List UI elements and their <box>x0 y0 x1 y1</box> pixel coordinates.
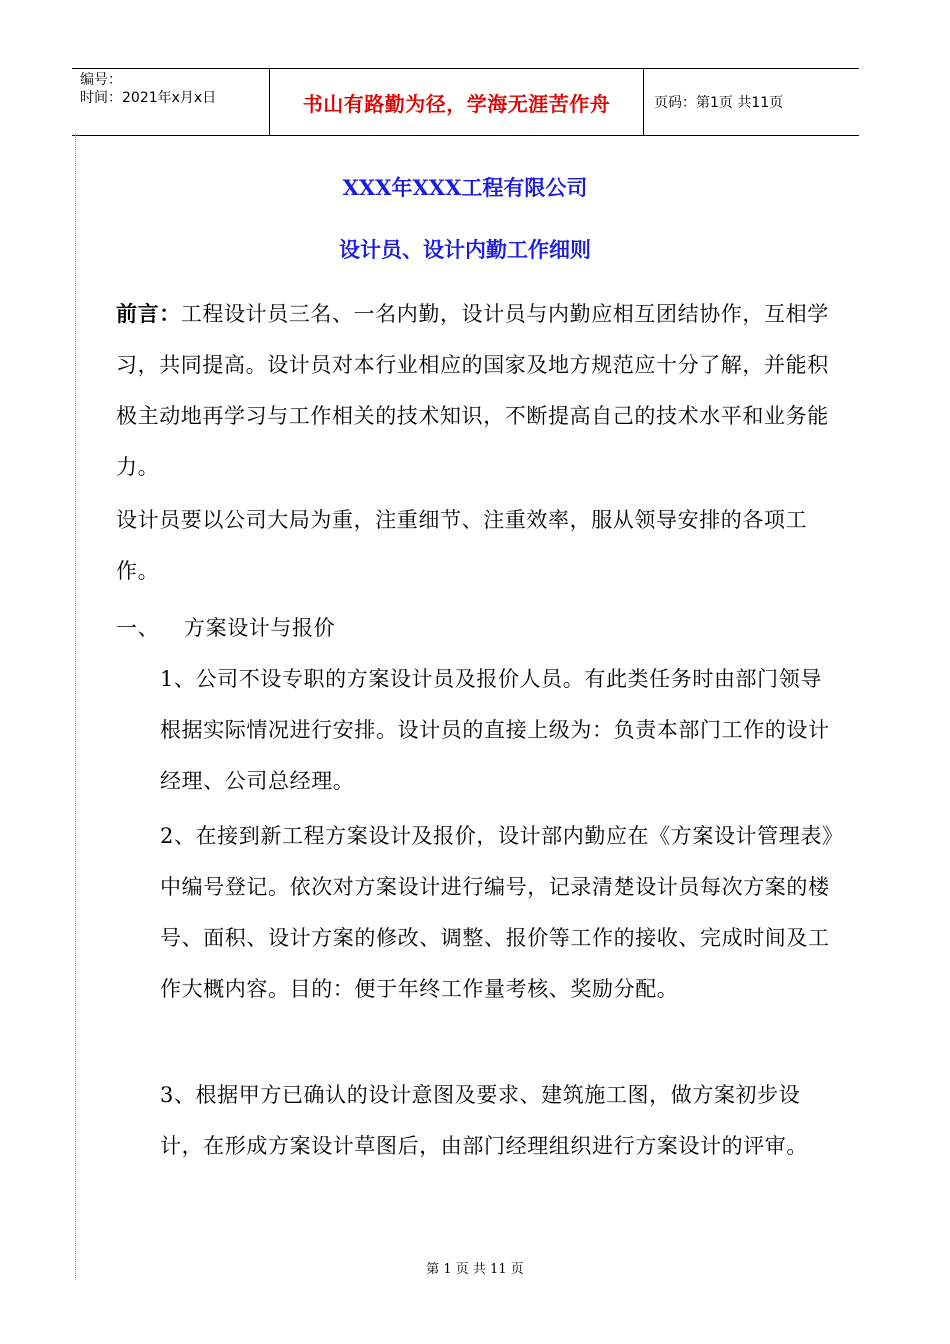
page-footer: 第 1 页 共 11 页 <box>426 1262 524 1277</box>
preface-text: 工程设计员三名、一名内勤，设计员与内勤应相互团结协作，互相学习，共同提高。设计员对本行业相应的国家及地方规范应十分了解，并能积极主动地再学习与工作相关的技术知识，不断提高自己的技术水平和业务能力。 <box>116 302 829 479</box>
page-header <box>72 68 859 136</box>
preface-lead: 前言： <box>116 301 181 326</box>
preface-paragraph <box>116 288 836 493</box>
section-number: 一、 <box>116 616 160 640</box>
header-page-code <box>644 69 859 135</box>
paragraph-2: 设计员要以公司大局为重，注重细节、注重效率，服从领导安排的各项工作。 <box>116 508 808 583</box>
time-label: 时间：2021年x月x日 <box>80 90 217 106</box>
list-item: 1、公司不设专职的方案设计员及报价人员。有此类任务时由部门领导根据实际情况进行安排。设计员的直接上级为：负责本部门工作的设计经理、公司总经理。 <box>160 667 830 793</box>
company-title: XXX年XXX工程有限公司 <box>342 175 588 200</box>
list-item: 3、根据甲方已确认的设计意图及要求、建筑施工图，做方案初步设计，在形成方案设计草图后，由部门经理组织进行方案设计的评审。 <box>160 1083 808 1158</box>
header-motto-cell <box>270 69 644 135</box>
number-label: 编号： <box>80 72 122 88</box>
page-code-text: 页码：第1页 共11页 <box>654 95 784 111</box>
section-heading <box>116 603 836 654</box>
header-meta <box>72 69 270 135</box>
document-title: 设计员、设计内勤工作细则 <box>339 237 591 262</box>
list-item: 2、在接到新工程方案设计及报价，设计部内勤应在《方案设计管理表》中编号登记。依次对方案设计进行编号，记录清楚设计员每次方案的楼号、面积、设计方案的修改、调整、报价等工作的接收、完成时间及工作大概内容。目的：便于年终工作量考核、奖励分配。 <box>160 824 834 1001</box>
motto-text: 书山有路勤为径，学海无涯苦作舟 <box>302 91 611 116</box>
section-title: 方案设计与报价 <box>184 616 336 640</box>
margin-divider <box>75 134 76 1280</box>
